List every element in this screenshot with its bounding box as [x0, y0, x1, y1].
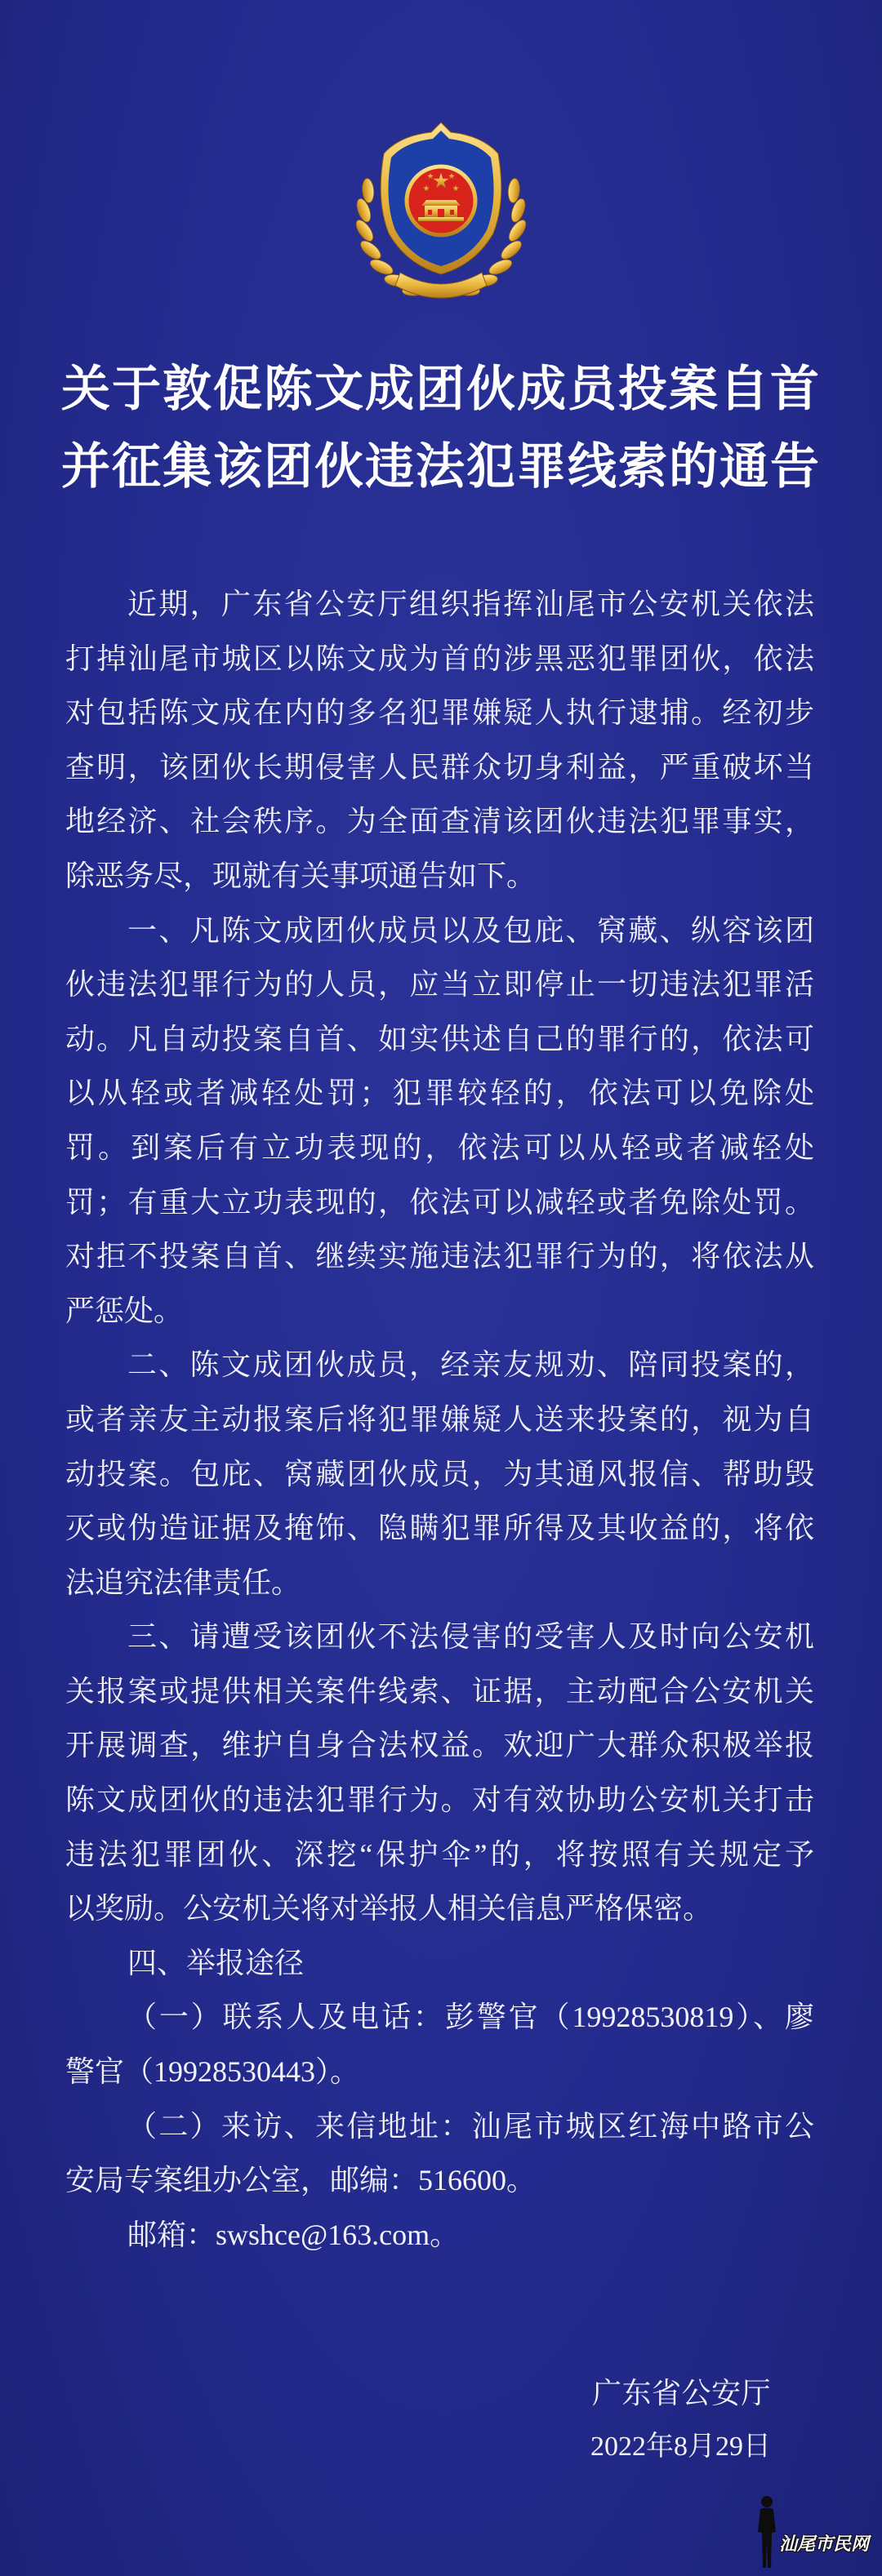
paragraph-intro	[65, 577, 814, 904]
body-line: 对包括陈文成在内的多名犯罪嫌疑人执行逮捕。经初步	[65, 696, 814, 730]
body-line: 近期，广东省公安厅组织指挥汕尾市公安机关依法	[127, 588, 814, 620]
body-line: 警官（19928530443）。	[65, 2055, 360, 2089]
paragraph-contact-address	[65, 2099, 814, 2208]
notice-body	[65, 577, 814, 2262]
body-line: 动投案。包庇、窝藏团伙成员，为其通风报信、帮助毁	[65, 1457, 814, 1490]
body-line: 四、举报途径	[127, 1946, 305, 1979]
issue-date: 2022年8月29日	[590, 2432, 771, 2462]
title-line: 关于敦促陈文成团伙成员投案自首	[61, 362, 821, 416]
body-line: 以从轻或者减轻处罚；犯罪较轻的，依法可以免除处	[65, 1077, 814, 1110]
paragraph-item-2	[65, 1338, 814, 1610]
paragraph-item-1	[65, 904, 814, 1339]
body-line: 以奖励。公安机关将对举报人相关信息严格保密。	[65, 1892, 713, 1925]
body-line: 动。凡自动投案自首、如实供述自己的罪行的，依法可	[65, 1022, 814, 1055]
signature-block	[590, 2366, 771, 2474]
paragraph-contact-email	[65, 2208, 814, 2263]
body-line: （一）联系人及电话：彭警官（19928530819）、廖	[127, 2001, 814, 2034]
watermark-figure-icon	[756, 2494, 777, 2571]
body-line: 罚。到案后有立功表现的，依法可以从轻或者减轻处	[65, 1130, 814, 1164]
body-line: （二）来访、来信地址：汕尾市城区红海中路市公	[127, 2109, 814, 2143]
body-line: 严惩处。	[65, 1294, 184, 1327]
paragraph-contact-phone	[65, 1990, 814, 2099]
police-emblem-icon	[343, 111, 539, 315]
body-line: 灭或伪造证据及掩饰、隐瞒犯罪所得及其收益的，将依	[65, 1512, 814, 1545]
body-line: 三、请遭受该团伙不法侵害的受害人及时向公安机	[127, 1620, 814, 1654]
body-line: 除恶务尽，现就有关事项通告如下。	[65, 859, 537, 892]
body-line: 伙违法犯罪行为的人员，应当立即停止一切违法犯罪活	[65, 968, 814, 1002]
body-line: 关报案或提供相关案件线索、证据，主动配合公安机关	[65, 1674, 814, 1708]
watermark-logo	[756, 2494, 879, 2573]
paragraph-item-3	[65, 1610, 814, 1936]
body-line: 陈文成团伙的违法犯罪行为。对有效协助公安机关打击	[65, 1783, 814, 1817]
body-line: 二、陈文成团伙成员，经亲友规劝、陪同投案的，	[127, 1348, 814, 1382]
body-line: 地经济、社会秩序。为全面查清该团伙违法犯罪事实，	[65, 805, 814, 838]
body-line: 罚；有重大立功表现的，依法可以减轻或者免除处罚。	[65, 1185, 814, 1219]
body-line: 或者亲友主动报案后将犯罪嫌疑人送来投案的，视为自	[65, 1402, 814, 1436]
body-line: 打掉汕尾市城区以陈文成为首的涉黑恶犯罪团伙，依法	[65, 642, 814, 675]
body-line: 查明，该团伙长期侵害人民群众切身利益，严重破坏当	[65, 750, 814, 784]
watermark-text: 汕尾市民网	[779, 2534, 870, 2554]
body-line: 违法犯罪团伙、深挖“保护伞”的，将按照有关规定予	[65, 1837, 814, 1871]
body-line: 安局专案组办公室，邮编：516600。	[65, 2164, 537, 2197]
body-line: 邮箱：swshce@163.com。	[127, 2218, 460, 2251]
body-line: 一、凡陈文成团伙成员以及包庇、窝藏、纵容该团	[127, 913, 814, 947]
paragraph-item-4-heading	[65, 1936, 814, 1991]
title-line: 并征集该团伙违法犯罪线索的通告	[61, 440, 821, 494]
body-line: 开展调查，维护自身合法权益。欢迎广大群众积极举报	[65, 1729, 814, 1762]
body-line: 法追究法律责任。	[65, 1566, 301, 1599]
body-line: 对拒不投案自首、继续实施违法犯罪行为的，将依法从	[65, 1240, 814, 1273]
issuer-name: 广东省公安厅	[591, 2377, 771, 2409]
notice-title	[0, 351, 882, 506]
